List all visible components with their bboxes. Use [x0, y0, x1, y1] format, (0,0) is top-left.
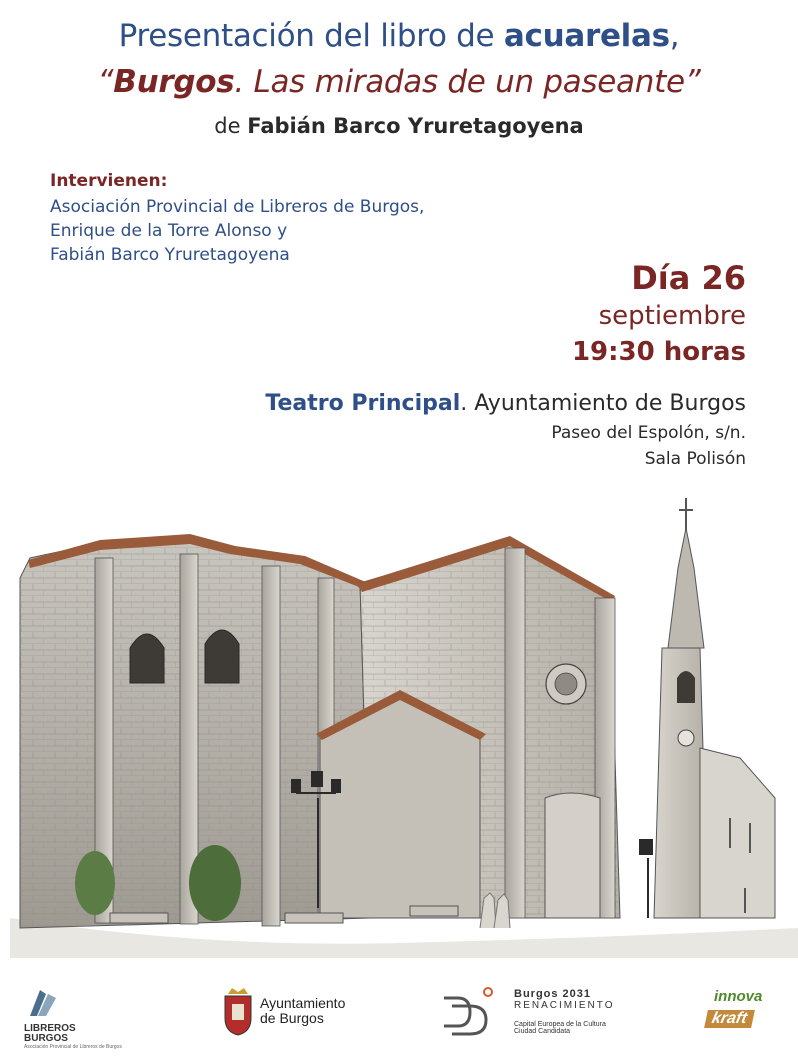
ayuntamiento-burgos-logo [222, 986, 372, 1046]
coat-of-arms-icon [222, 986, 254, 1036]
venue-block [265, 388, 746, 472]
book-title: “Burgos. Las miradas de un paseante” [97, 64, 701, 100]
ayuntamiento-line1: Ayuntamiento [260, 995, 346, 1011]
venue-room: Sala Polisón [644, 449, 746, 469]
speaker-line: Fabián Barco Yruretagoyena [50, 245, 290, 265]
innova-kraft-logo [704, 986, 784, 1042]
sponsor-logos [0, 978, 798, 1062]
event-date [572, 258, 746, 370]
event-time: 19:30 horas [571, 337, 746, 367]
speaker-line: Asociación Provincial de Libreros de Burgos, [50, 197, 425, 217]
libreros-burgos-logo [24, 986, 144, 1050]
libreros-subtitle: Asociación Provincial de Libreros de Burgos [24, 1044, 122, 1050]
innova-text: innova [714, 988, 763, 1005]
speakers-list [50, 195, 424, 267]
church-watercolor-illustration [0, 488, 798, 978]
speaker-line: Enrique de la Torre Alonso y [50, 221, 288, 241]
author-line: de Fabián Barco Yruretagoyena [214, 114, 584, 138]
event-month: septiembre [598, 301, 746, 331]
event-day: Día 26 [631, 259, 746, 297]
ayuntamiento-line2: de Burgos [260, 1010, 324, 1026]
libreros-line1: LIBREROS [24, 1023, 76, 1034]
burgos-2031-candidate: Ciudad Candidata [514, 1028, 571, 1035]
book-icon [24, 986, 60, 1020]
kraft-text: kraft [704, 1010, 755, 1028]
book-presentation-title: Presentación del libro de acuarelas, [118, 18, 680, 54]
venue-name: Teatro Principal. Ayuntamiento de Burgos [265, 391, 746, 416]
burgos-2031-title: Burgos 2031 [514, 988, 592, 1000]
burgos-2031-subtitle: RENACIMIENTO [514, 1000, 615, 1011]
libreros-line2: BURGOS [24, 1033, 68, 1044]
burgos-2031-logo [440, 984, 640, 1048]
burgos-2031-capital: Capital Europea de la Cultura [514, 1021, 606, 1028]
burgos-2031-mark-icon [440, 984, 506, 1040]
venue-address: Paseo del Espolón, s/n. [551, 423, 746, 443]
speakers-heading: Intervienen: [50, 171, 168, 191]
